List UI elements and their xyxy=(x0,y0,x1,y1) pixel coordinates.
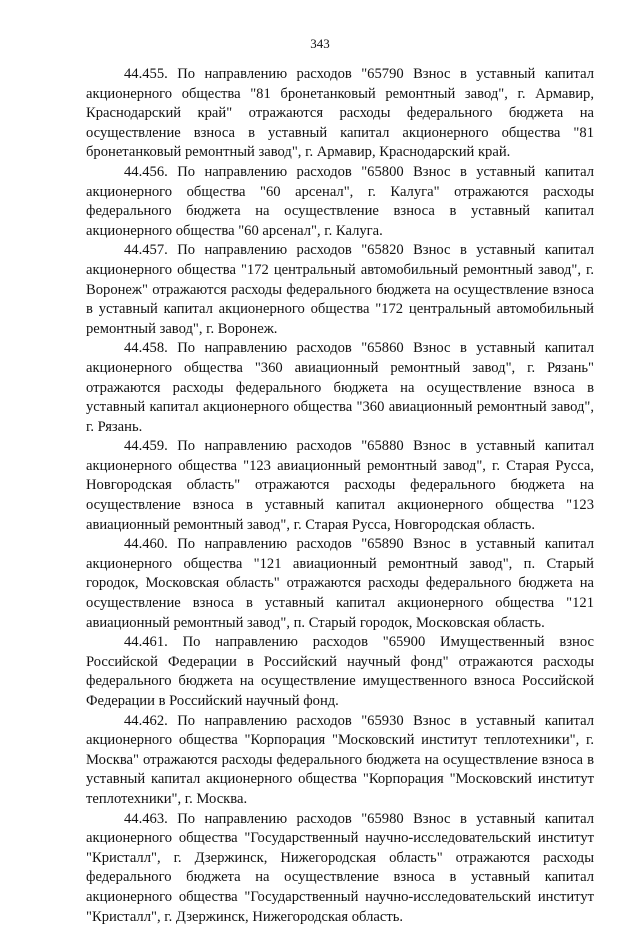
page-number: 343 xyxy=(310,36,330,51)
paragraph-44-455: 44.455. По направлению расходов "65790 Взнос в уставный капитал акционерного общества "81 бронетанковый ремонтный завод", г. Армавир, Краснодарский край" отражаются расходы федерального бюджета на осуществление взноса в уставный капитал акционерного общества "81 бронетанковый ремонтный завод", г. Армавир, Краснодарский край. xyxy=(86,66,594,161)
paragraph-44-461: 44.461. По направлению расходов "65900 Имущественный взнос Российской Федерации в Российский научный фонд" отражаются расходы федерального бюджета на осуществление имущественного взноса Российской Федерации в Российский научный фонд. xyxy=(86,634,594,709)
paragraph-44-456: 44.456. По направлению расходов "65800 Взнос в уставный капитал акционерного общества "60 арсенал", г. Калуга" отражаются расходы федерального бюджета на осуществление взноса в уставный капитал акционерного общества "60 арсенал", г. Калуга. xyxy=(86,163,594,239)
paragraph-44-460: 44.460. По направлению расходов "65890 Взнос в уставный капитал акционерного общества "121 авиационный ремонтный завод", п. Старый городок, Московская область" отражаются расходы федерального бюджета на осуществление взноса в уставный капитал акционерного общества "121 авиационный ремонтный завод", п. Старый городок, Московская область. xyxy=(86,536,594,631)
document-body xyxy=(86,65,594,927)
paragraph-44-457: 44.457. По направлению расходов "65820 Взнос в уставный капитал акционерного общества "172 центральный автомобильный ремонтный завод", г. Воронеж" отражаются расходы федерального бюджета на осуществление взноса в уставный капитал акционерного общества "172 центральный автомобильный ремонтный завод", г. Воронеж. xyxy=(86,242,594,337)
paragraph-44-458: 44.458. По направлению расходов "65860 Взнос в уставный капитал акционерного общества "360 авиационный ремонтный завод", г. Рязань" отражаются расходы федерального бюджета на осуществление взноса в уставный капитал акционерного общества "360 авиационный ремонтный завод", г. Рязань. xyxy=(86,340,594,435)
paragraph-44-463: 44.463. По направлению расходов "65980 Взнос в уставный капитал акционерного общества "Государственный научно-исследовательский институт "Кристалл", г. Дзержинск, Нижегородская область" отражаются расходы федерального бюджета на осуществление взноса в уставный капитал акционерного общества "Государственный научно-исследовательский институт "Кристалл", г. Дзержинск, Нижегородская область. xyxy=(86,810,594,925)
paragraph-44-462: 44.462. По направлению расходов "65930 Взнос в уставный капитал акционерного общества "Корпорация "Московский институт теплотехники", г. Москва" отражаются расходы федерального бюджета на осуществление взноса в уставный капитал акционерного общества "Корпорация "Московский институт теплотехники", г. Москва. xyxy=(86,712,594,807)
paragraph-44-459: 44.459. По направлению расходов "65880 Взнос в уставный капитал акционерного общества "123 авиационный ремонтный завод", г. Старая Русса, Новгородская область" отражаются расходы федерального бюджета на осуществление взноса в уставный капитал акционерного общества "123 авиационный ремонтный завод", г. Старая Русса, Новгородская область. xyxy=(86,438,594,533)
